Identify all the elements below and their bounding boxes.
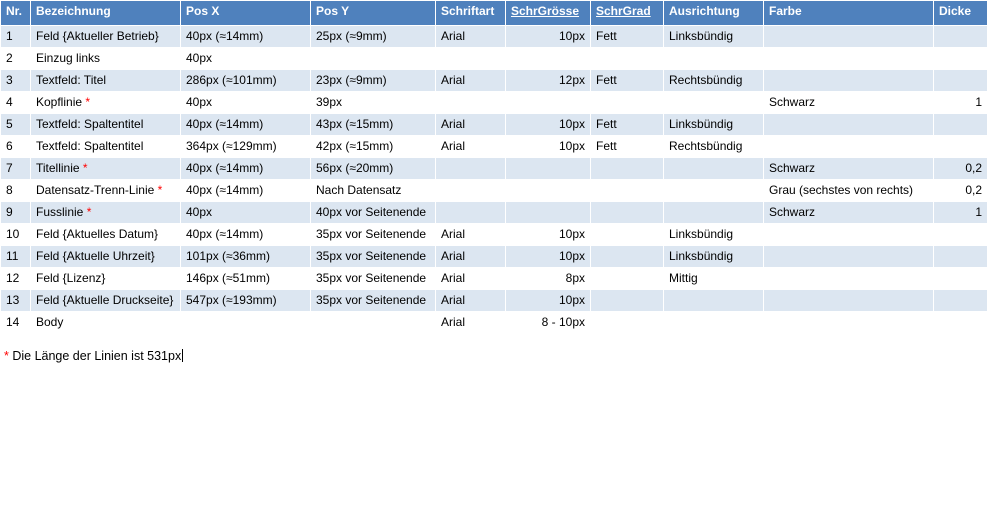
cell-dicke [934, 312, 987, 334]
table-row [1, 92, 987, 114]
cell-pos-x [181, 312, 311, 334]
table-row [1, 114, 987, 136]
cell-nr [1, 202, 31, 224]
cell-schriftgrad [591, 70, 664, 92]
table-body [1, 26, 987, 334]
cell-ausrichtung-text: Mittig [669, 271, 698, 285]
cell-schriftgroesse-text: 10px [558, 249, 585, 263]
cell-pos-x-text: 40px (≈14mm) [186, 183, 264, 197]
table-header [1, 1, 987, 26]
cell-nr-text: 3 [6, 73, 13, 87]
cell-ausrichtung [664, 202, 764, 224]
table-row [1, 180, 987, 202]
cell-pos-y-text: 56px (≈20mm) [316, 161, 394, 175]
column-header-nr: Nr. [1, 1, 31, 26]
cell-bezeichnung [31, 136, 181, 158]
table-row [1, 158, 987, 180]
cell-bezeichnung-text: Feld {Lizenz} [36, 271, 106, 285]
cell-schriftgroesse [506, 26, 591, 48]
table-row [1, 312, 987, 334]
cell-schriftgrad [591, 312, 664, 334]
table-row [1, 136, 987, 158]
cell-nr [1, 312, 31, 334]
cell-dicke [934, 92, 987, 114]
cell-bezeichnung-text: Textfeld: Spaltentitel [36, 117, 144, 131]
cell-bezeichnung [31, 246, 181, 268]
cell-ausrichtung [664, 48, 764, 70]
cell-nr-text: 11 [6, 249, 19, 263]
cell-pos-x [181, 180, 311, 202]
cell-pos-x-text: 547px (≈193mm) [186, 293, 277, 307]
cell-bezeichnung-text: Textfeld: Titel [36, 73, 107, 87]
cell-bezeichnung [31, 290, 181, 312]
cell-farbe [764, 290, 934, 312]
table-row [1, 246, 987, 268]
cell-schriftgrad [591, 92, 664, 114]
cell-bezeichnung-text: Feld {Aktueller Betrieb} [36, 29, 159, 43]
cell-farbe-text: Schwarz [769, 95, 816, 109]
cell-nr-text: 5 [6, 117, 13, 131]
footnote-marker-inline: * [86, 205, 92, 219]
cell-schriftgroesse [506, 312, 591, 334]
cell-bezeichnung-text: Body [36, 315, 64, 329]
cell-schriftgroesse [506, 224, 591, 246]
cell-bezeichnung [31, 70, 181, 92]
cell-pos-x [181, 70, 311, 92]
cell-pos-y-text: 25px (≈9mm) [316, 29, 387, 43]
cell-nr [1, 114, 31, 136]
cell-schriftgrad [591, 290, 664, 312]
cell-bezeichnung-text: Einzug links [36, 51, 101, 65]
cell-pos-y [311, 48, 436, 70]
cell-ausrichtung-text: Rechtsbündig [669, 73, 743, 87]
cell-pos-x [181, 92, 311, 114]
cell-pos-y [311, 158, 436, 180]
cell-ausrichtung [664, 114, 764, 136]
cell-nr [1, 224, 31, 246]
text-cursor [182, 349, 183, 362]
cell-pos-x-text: 40px (≈14mm) [186, 227, 264, 241]
column-header-dicke: Dicke [934, 1, 987, 26]
cell-schriftgroesse [506, 70, 591, 92]
table-row [1, 70, 987, 92]
table-row [1, 48, 987, 70]
cell-schriftgrad-text: Fett [596, 73, 617, 87]
cell-pos-y [311, 290, 436, 312]
cell-bezeichnung-text: Titellinie [36, 161, 83, 175]
cell-schriftart-text: Arial [441, 117, 466, 131]
cell-bezeichnung [31, 268, 181, 290]
cell-schriftgroesse [506, 180, 591, 202]
cell-schriftgroesse [506, 136, 591, 158]
cell-pos-y-text: 35px vor Seitenende [316, 271, 427, 285]
cell-pos-y [311, 312, 436, 334]
cell-ausrichtung [664, 158, 764, 180]
cell-nr-text: 2 [6, 51, 13, 65]
cell-pos-x [181, 158, 311, 180]
cell-farbe-text: Schwarz [769, 205, 816, 219]
cell-ausrichtung-text: Linksbündig [669, 249, 734, 263]
cell-pos-x [181, 202, 311, 224]
column-header-pos-x: Pos X [181, 1, 311, 26]
cell-schriftgroesse-text: 10px [558, 227, 585, 241]
cell-bezeichnung [31, 224, 181, 246]
cell-nr [1, 136, 31, 158]
cell-dicke-text: 0,2 [965, 161, 982, 175]
cell-ausrichtung-text: Linksbündig [669, 29, 734, 43]
cell-schriftart [436, 114, 506, 136]
cell-bezeichnung [31, 114, 181, 136]
cell-schriftgroesse [506, 114, 591, 136]
cell-schriftart [436, 202, 506, 224]
cell-nr-text: 6 [6, 139, 13, 153]
cell-dicke [934, 70, 987, 92]
cell-schriftgroesse [506, 158, 591, 180]
cell-pos-x-text: 40px [186, 51, 213, 65]
cell-schriftart [436, 224, 506, 246]
cell-nr-text: 8 [6, 183, 13, 197]
cell-pos-y-text: 35px vor Seitenende [316, 249, 427, 263]
cell-schriftgrad [591, 202, 664, 224]
table-header-row [1, 1, 987, 26]
cell-farbe [764, 26, 934, 48]
table-row [1, 290, 987, 312]
cell-pos-y-text: 42px (≈15mm) [316, 139, 394, 153]
cell-schriftgrad [591, 114, 664, 136]
cell-schriftart-text: Arial [441, 293, 466, 307]
cell-nr-text: 13 [6, 293, 20, 307]
cell-pos-y-text: 40px vor Seitenende [316, 205, 427, 219]
cell-schriftart [436, 268, 506, 290]
column-header-schriftgrad: SchrGrad [591, 1, 664, 26]
cell-pos-x-text: 40px [186, 95, 213, 109]
cell-pos-y [311, 70, 436, 92]
cell-schriftart [436, 48, 506, 70]
table-row [1, 224, 987, 246]
cell-pos-y [311, 26, 436, 48]
cell-bezeichnung [31, 180, 181, 202]
cell-dicke-text: 1 [975, 205, 982, 219]
cell-bezeichnung [31, 158, 181, 180]
cell-bezeichnung-text: Datensatz-Trenn-Linie [36, 183, 158, 197]
cell-pos-x [181, 114, 311, 136]
cell-pos-x [181, 268, 311, 290]
cell-farbe [764, 224, 934, 246]
cell-schriftgrad [591, 246, 664, 268]
cell-dicke [934, 136, 987, 158]
cell-pos-x-text: 364px (≈129mm) [186, 139, 277, 153]
cell-nr [1, 268, 31, 290]
cell-dicke [934, 290, 987, 312]
footnote-marker-inline: * [82, 161, 88, 175]
footnote-marker-inline: * [157, 183, 163, 197]
cell-pos-y [311, 92, 436, 114]
cell-pos-x [181, 246, 311, 268]
cell-dicke [934, 114, 987, 136]
cell-ausrichtung [664, 290, 764, 312]
cell-dicke [934, 48, 987, 70]
cell-schriftart-text: Arial [441, 29, 466, 43]
cell-schriftgroesse [506, 290, 591, 312]
cell-schriftgroesse-text: 10px [558, 139, 585, 153]
cell-schriftart-text: Arial [441, 73, 466, 87]
column-header-ausrichtung: Ausrichtung [664, 1, 764, 26]
cell-bezeichnung-text: Feld {Aktuelle Druckseite} [36, 293, 174, 307]
cell-farbe [764, 136, 934, 158]
cell-farbe-text: Grau (sechstes von rechts) [769, 183, 914, 197]
cell-bezeichnung [31, 26, 181, 48]
cell-schriftart-text: Arial [441, 227, 466, 241]
cell-nr [1, 180, 31, 202]
cell-schriftart [436, 290, 506, 312]
cell-schriftart-text: Arial [441, 249, 466, 263]
cell-farbe [764, 158, 934, 180]
cell-ausrichtung [664, 92, 764, 114]
cell-nr-text: 4 [6, 95, 13, 109]
cell-schriftgroesse-text: 10px [558, 293, 585, 307]
cell-schriftgroesse [506, 92, 591, 114]
cell-schriftgrad [591, 26, 664, 48]
cell-nr [1, 246, 31, 268]
cell-schriftart [436, 312, 506, 334]
cell-farbe [764, 70, 934, 92]
cell-nr [1, 290, 31, 312]
cell-nr-text: 14 [6, 315, 20, 329]
cell-nr [1, 26, 31, 48]
cell-schriftgrad-text: Fett [596, 117, 617, 131]
table-row [1, 202, 987, 224]
cell-dicke [934, 26, 987, 48]
cell-ausrichtung [664, 26, 764, 48]
cell-nr [1, 70, 31, 92]
cell-bezeichnung-text: Textfeld: Spaltentitel [36, 139, 144, 153]
cell-nr [1, 92, 31, 114]
cell-ausrichtung-text: Linksbündig [669, 227, 734, 241]
cell-dicke [934, 180, 987, 202]
footnote-text: Die Länge der Linien ist 531px [8, 349, 182, 363]
table-row [1, 26, 987, 48]
cell-ausrichtung [664, 246, 764, 268]
cell-pos-x [181, 290, 311, 312]
cell-bezeichnung [31, 48, 181, 70]
cell-pos-x-text: 286px (≈101mm) [186, 73, 277, 87]
cell-schriftgrad [591, 158, 664, 180]
cell-ausrichtung [664, 268, 764, 290]
cell-schriftgrad [591, 224, 664, 246]
cell-schriftgroesse-text: 8px [565, 271, 585, 285]
column-header-bezeichnung: Bezeichnung [31, 1, 181, 26]
cell-schriftgrad-text: Fett [596, 29, 617, 43]
cell-schriftart [436, 136, 506, 158]
cell-schriftgroesse [506, 202, 591, 224]
cell-nr-text: 12 [6, 271, 20, 285]
cell-pos-y [311, 136, 436, 158]
table-row [1, 268, 987, 290]
cell-farbe [764, 312, 934, 334]
cell-schriftart [436, 246, 506, 268]
column-header-schriftart: Schriftart [436, 1, 506, 26]
cell-farbe [764, 180, 934, 202]
cell-pos-x-text: 40px (≈14mm) [186, 117, 264, 131]
cell-pos-x [181, 48, 311, 70]
cell-schriftart-text: Arial [441, 271, 466, 285]
cell-schriftart-text: Arial [441, 139, 466, 153]
cell-pos-y [311, 246, 436, 268]
cell-pos-y-text: 35px vor Seitenende [316, 227, 427, 241]
cell-pos-x-text: 101px (≈36mm) [186, 249, 270, 263]
cell-schriftgrad [591, 268, 664, 290]
cell-nr-text: 1 [6, 29, 13, 43]
cell-pos-y [311, 268, 436, 290]
cell-schriftart [436, 26, 506, 48]
cell-schriftgroesse [506, 268, 591, 290]
cell-bezeichnung-text: Kopflinie [36, 95, 86, 109]
cell-schriftgroesse [506, 48, 591, 70]
cell-farbe-text: Schwarz [769, 161, 816, 175]
footnote-marker: * [4, 349, 9, 363]
cell-nr-text: 7 [6, 161, 13, 175]
cell-schriftgroesse-text: 12px [558, 73, 585, 87]
cell-bezeichnung [31, 92, 181, 114]
cell-nr-text: 9 [6, 205, 13, 219]
column-header-pos-y: Pos Y [311, 1, 436, 26]
cell-pos-x-text: 40px (≈14mm) [186, 29, 264, 43]
cell-ausrichtung [664, 312, 764, 334]
cell-dicke [934, 202, 987, 224]
cell-schriftgrad [591, 48, 664, 70]
cell-pos-y [311, 180, 436, 202]
cell-ausrichtung-text: Rechtsbündig [669, 139, 743, 153]
cell-schriftart-text: Arial [441, 315, 466, 329]
cell-farbe [764, 48, 934, 70]
cell-bezeichnung [31, 312, 181, 334]
cell-bezeichnung-text: Feld {Aktuelle Uhrzeit} [36, 249, 155, 263]
cell-pos-y [311, 224, 436, 246]
cell-dicke-text: 1 [975, 95, 982, 109]
cell-pos-x-text: 40px (≈14mm) [186, 161, 264, 175]
cell-pos-y-text: 43px (≈15mm) [316, 117, 394, 131]
column-header-farbe: Farbe [764, 1, 934, 26]
cell-pos-y-text: 39px [316, 95, 343, 109]
cell-dicke-text: 0,2 [965, 183, 982, 197]
cell-nr [1, 158, 31, 180]
cell-schriftgrad [591, 136, 664, 158]
footnote [0, 348, 987, 364]
cell-bezeichnung [31, 202, 181, 224]
cell-schriftart [436, 158, 506, 180]
cell-pos-y [311, 202, 436, 224]
cell-schriftart [436, 180, 506, 202]
cell-pos-x-text: 40px [186, 205, 213, 219]
cell-schriftgroesse [506, 246, 591, 268]
cell-dicke [934, 246, 987, 268]
cell-bezeichnung-text: Fusslinie [36, 205, 87, 219]
column-header-schriftgroesse: SchrGrösse [506, 1, 591, 26]
cell-farbe [764, 246, 934, 268]
cell-pos-y-text: 23px (≈9mm) [316, 73, 387, 87]
cell-nr [1, 48, 31, 70]
cell-pos-x [181, 26, 311, 48]
cell-ausrichtung [664, 136, 764, 158]
cell-farbe [764, 114, 934, 136]
cell-farbe [764, 268, 934, 290]
cell-dicke [934, 158, 987, 180]
cell-dicke [934, 268, 987, 290]
cell-pos-y-text: Nach Datensatz [316, 183, 402, 197]
cell-ausrichtung-text: Linksbündig [669, 117, 734, 131]
cell-schriftgroesse-text: 10px [558, 29, 585, 43]
cell-ausrichtung [664, 70, 764, 92]
cell-schriftgrad [591, 180, 664, 202]
cell-pos-x-text: 146px (≈51mm) [186, 271, 270, 285]
cell-ausrichtung [664, 180, 764, 202]
cell-dicke [934, 224, 987, 246]
cell-pos-y-text: 35px vor Seitenende [316, 293, 427, 307]
cell-pos-y [311, 114, 436, 136]
cell-nr-text: 10 [6, 227, 20, 241]
cell-schriftgroesse-text: 10px [558, 117, 585, 131]
cell-farbe [764, 92, 934, 114]
cell-ausrichtung [664, 224, 764, 246]
cell-pos-x [181, 136, 311, 158]
cell-schriftgrad-text: Fett [596, 139, 617, 153]
cell-pos-x [181, 224, 311, 246]
cell-schriftart [436, 92, 506, 114]
cell-farbe [764, 202, 934, 224]
cell-schriftgroesse-text: 8 - 10px [541, 315, 585, 329]
cell-bezeichnung-text: Feld {Aktuelles Datum} [36, 227, 159, 241]
cell-schriftart [436, 70, 506, 92]
footnote-marker-inline: * [85, 95, 91, 109]
